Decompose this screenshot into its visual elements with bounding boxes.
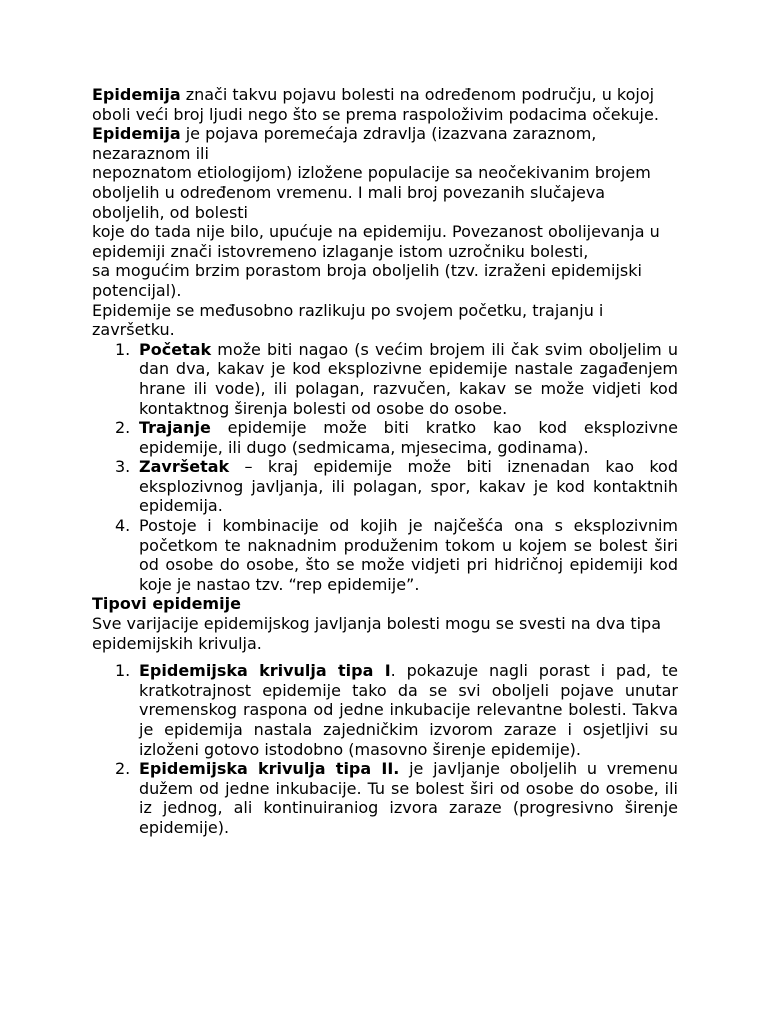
- list-text: Postoje i kombinacije od kojih je najčešća ona s eksplozivnim početkom te naknadnim produženim tokom u kojem se bolest širi od osobe do osobe, što se može vidjeti pri hidričnoj epidemiji kod koje je nastao tzv. “rep epidemije”.: [139, 516, 678, 594]
- section-heading: Tipovi epidemije: [92, 594, 241, 614]
- list-text: . pokazuje nagli porast i pad, te kratkotrajnost epidemije tako da se svi oboljeli pojave unutar vremenskog raspona od jedne inkubacije relevantne bolesti. Takva je epidemija nastala zajedničkim izvorom zaraze i osjetljivi su izloženi gotovo istodobno (masovno širenje epidemije).: [139, 661, 679, 759]
- list-number: 3.: [115, 457, 131, 477]
- list-item: [92, 516, 678, 594]
- intro-line: nepoznatom etiologijom) izložene populacije sa neočekivanim brojem oboljelih u određenom vremenu. I mali broj povezanih slučajeva oboljelih, od bolesti: [92, 163, 651, 222]
- list-term: Epidemijska krivulja tipa I: [139, 661, 391, 681]
- intro-text: je pojava poremećaja zdravlja (izazvana zaraznom, nezaraznom ili: [92, 124, 597, 163]
- list-number: 1.: [115, 339, 131, 359]
- list-item: [92, 759, 678, 837]
- list-text: može biti nagao (s većim brojem ili čak svim oboljelim u dan dva, kakav je kod eksplozivne epidemije nastale zagađenjem hrane ili vode), ili polagan, razvučen, kakav se može vidjeti kod kontaktnog širenja bolesti od osobe do osobe.: [139, 339, 678, 418]
- intro-line: sa mogućim brzim porastom broja oboljelih (tzv. izraženi epidemijski potencijal).: [92, 261, 642, 300]
- list-text: – kraj epidemije može biti iznenadan kao kod eksplozivnog javljanja, ili polagan, spor, kakav je kod kontaktnih epidemija.: [139, 457, 678, 516]
- list-text: je javljanje oboljelih u vremenu dužem od jedne inkubacije. Tu se bolest širi od osobe do osobe, ili iz jednog, ali kontinuiraniog izvora zaraze (progresivno širenje epidemije).: [139, 759, 679, 837]
- list-item: [92, 661, 678, 759]
- list-term: Trajanje: [139, 418, 211, 438]
- section-intro: Sve varijacije epidemijskog javljanja bolesti mogu se svesti na dva tipa epidemijskih krivulja.: [92, 614, 662, 653]
- document-body: [92, 85, 678, 838]
- spacer: [92, 653, 678, 661]
- list-item: [92, 418, 678, 457]
- intro-paragraph: [92, 85, 678, 163]
- list-number: 4.: [115, 516, 131, 536]
- list-item: [92, 340, 678, 418]
- list-number: 2.: [115, 759, 131, 779]
- intro-line: Epidemije se međusobno razlikuju po svojem početku, trajanju i završetku.: [92, 300, 604, 340]
- phase-list: [92, 340, 678, 595]
- term-epidemija: Epidemija: [92, 85, 181, 104]
- list-number: 1.: [115, 661, 131, 681]
- intro-text: znači takvu pojavu bolesti na određenom području, u kojoj oboli veći broj ljudi nego što se prema raspoloživim podacima očekuje.: [92, 85, 659, 124]
- list-term: Početak: [139, 339, 212, 359]
- list-number: 2.: [115, 418, 131, 438]
- list-term: Epidemijska krivulja tipa II.: [139, 759, 400, 779]
- term-epidemija: Epidemija: [92, 124, 181, 144]
- list-term: Završetak: [139, 457, 230, 477]
- curve-type-list: [92, 661, 678, 837]
- list-item: [92, 457, 678, 516]
- intro-line: koje do tada nije bilo, upućuje na epidemiju. Povezanost obolijevanja u epidemiji znači istovremeno izlaganje istom uzročniku bolesti,: [92, 222, 660, 261]
- list-text: epidemije može biti kratko kao kod eksplozivne epidemije, ili dugo (sedmicama, mjesecima, godinama).: [139, 418, 678, 457]
